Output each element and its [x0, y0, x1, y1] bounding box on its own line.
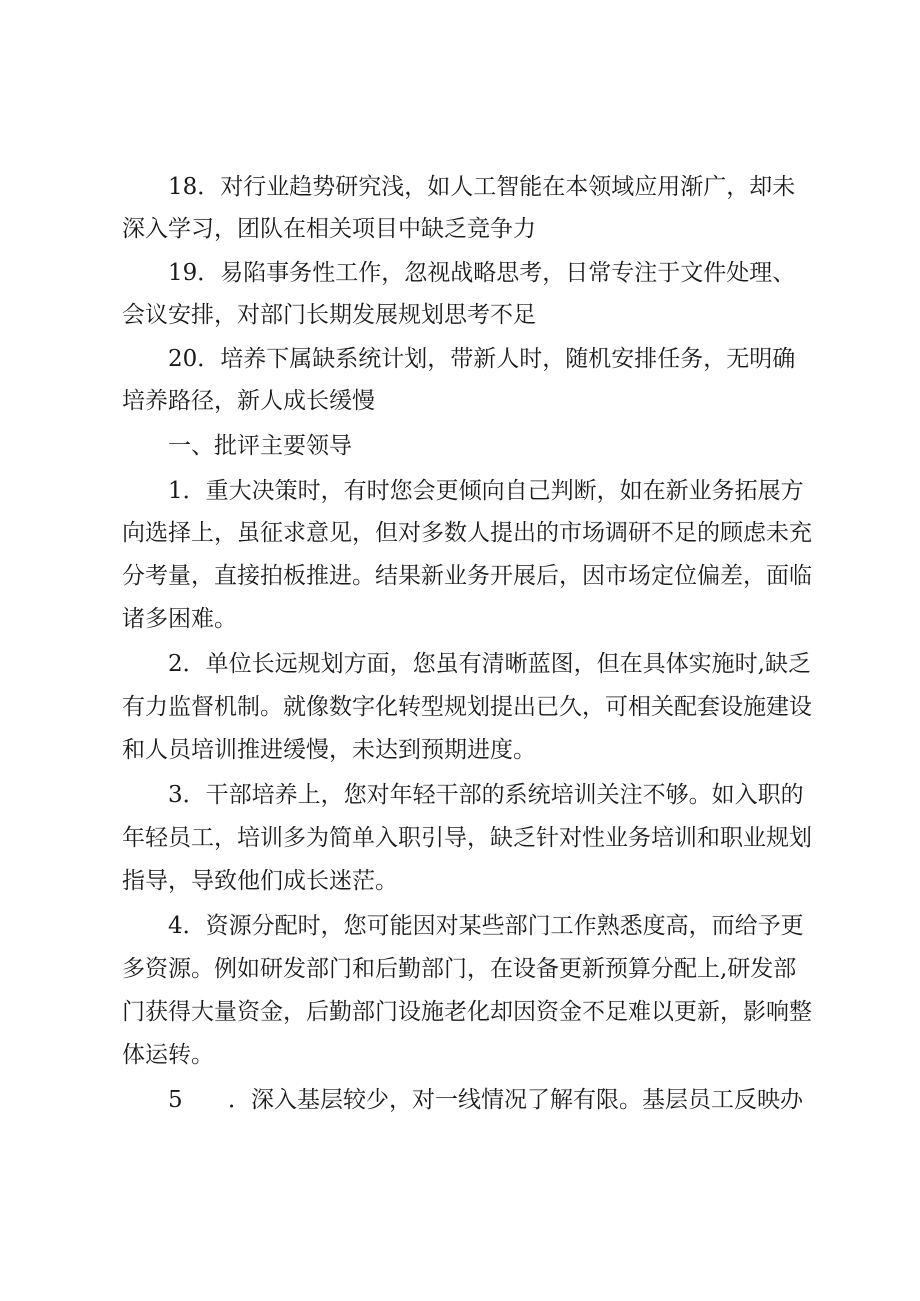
item-text: 向选择上，虽征求意见，但对多数人提出的市场调研不足的顾虑未充 — [122, 520, 812, 546]
list-item-3-line-1 — [168, 780, 804, 810]
item-text: 和人员培训推进缓慢，未达到预期进度。 — [122, 737, 536, 763]
item-text: 诸多困难。 — [122, 606, 237, 632]
item-text: 门获得大量资金，后勤部门设施老化却因资金不足难以更新，影响整 — [122, 999, 812, 1025]
item-text: ．培养下属缺系统计划，带新人时，随机安排任务，无明确 — [197, 346, 796, 372]
item-text: 培养路径，新人成长缓慢 — [122, 388, 375, 414]
list-item-19-line-1 — [168, 258, 795, 288]
list-item-4-line-1 — [168, 911, 804, 941]
item-text: 体运转。 — [122, 1042, 214, 1068]
item-text: ．深入基层较少，对一线情况了解有限。基层员工反映办 — [228, 1087, 803, 1113]
list-item-2-line-1 — [168, 649, 811, 679]
list-item-20-line-2 — [122, 386, 375, 416]
section-heading: 一、批评主要领导 — [168, 433, 352, 459]
item-text: 会议安排，对部门长期发展规划思考不足 — [122, 302, 536, 328]
list-item-18-line-1 — [168, 172, 795, 202]
list-item-1-line-4 — [122, 604, 237, 634]
list-item-4-line-2 — [122, 954, 796, 984]
item-text: 指导，导致他们成长迷茫。 — [122, 868, 398, 894]
list-item-4-line-4 — [122, 1040, 214, 1070]
list-item-3-line-2 — [122, 823, 812, 853]
item-text: ．干部培养上，您对年轻干部的系统培训关注不够。如入职的 — [182, 782, 804, 808]
list-item-18-line-2 — [122, 214, 536, 244]
item-text: 年轻员工，培训多为简单入职引导，缺乏针对性业务培训和职业规划 — [122, 825, 812, 851]
item-number: 1 — [168, 478, 183, 504]
item-number: 4 — [168, 913, 183, 939]
item-number: 18 — [168, 174, 198, 200]
item-number: 2 — [168, 651, 183, 677]
item-text: ．资源分配时，您可能因对某些部门工作熟悉度高，而给予更 — [182, 913, 804, 939]
list-item-4-line-3 — [122, 997, 812, 1027]
list-item-1-line-3 — [122, 561, 812, 591]
item-text: ．对行业趋势研究浅，如人工智能在本领域应用渐广，却未 — [197, 174, 796, 200]
list-item-5-line-1 — [168, 1085, 803, 1115]
item-text: 深入学习，团队在相关项目中缺乏竞争力 — [122, 216, 536, 242]
list-item-1-line-1 — [168, 476, 804, 506]
item-text: ．单位长远规划方面，您虽有清晰蓝图，但在具体实施时,缺乏 — [182, 651, 811, 677]
item-number: 20 — [168, 346, 198, 372]
list-item-1-line-2 — [122, 518, 812, 548]
list-item-3-line-3 — [122, 866, 398, 896]
item-number: 19 — [168, 260, 198, 286]
item-number: 5 — [168, 1087, 183, 1113]
item-text: 分考量，直接拍板推进。结果新业务开展后，因市场定位偏差，面临 — [122, 563, 812, 589]
list-item-2-line-2 — [122, 692, 812, 722]
list-item-2-line-3 — [122, 735, 536, 765]
list-item-20-line-1 — [168, 344, 795, 374]
item-text: ．重大决策时，有时您会更倾向自己判断，如在新业务拓展方 — [182, 478, 804, 504]
item-text: ．易陷事务性工作，忽视战略思考，日常专注于文件处理、 — [197, 260, 796, 286]
list-item-19-line-2 — [122, 300, 536, 330]
item-text: 多资源。例如研发部门和后勤部门，在设备更新预算分配上,研发部 — [122, 956, 797, 982]
item-number: 3 — [168, 782, 183, 808]
item-text: 有力监督机制。就像数字化转型规划提出已久，可相关配套设施建设 — [122, 694, 812, 720]
